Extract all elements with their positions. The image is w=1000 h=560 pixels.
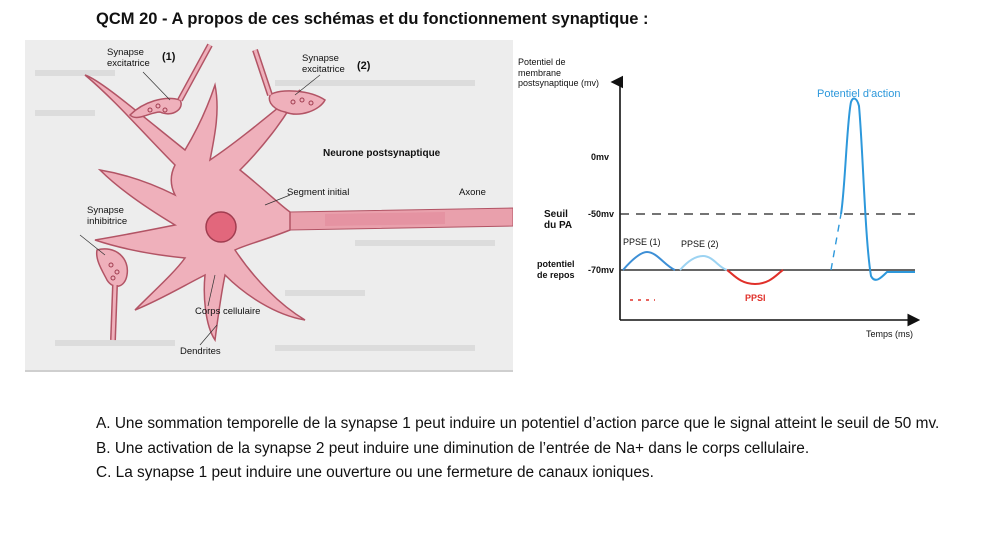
tick-0mv: 0mv [591, 152, 610, 162]
question-title: QCM 20 - A propos de ces schémas et du fonctionnement synaptique : [96, 10, 649, 28]
ppse-1-curve [623, 252, 675, 270]
label-synapse-inhibitrice: Synapse inhibitrice [87, 205, 128, 227]
ppse-1-label: PPSE (1) [623, 237, 661, 247]
action-potential-label: Potentiel d'action [817, 88, 901, 100]
seuil-label: Seuil du PA [544, 209, 573, 231]
option-a: A. Une sommation temporelle de la synapse 1 peut induire un potentiel d’action parce que le signal atteint le seuil de 50 mv. [96, 415, 940, 432]
label-segment-initial: Segment initial [287, 187, 350, 198]
label-synapse-number-2: (2) [357, 60, 371, 72]
label-synapse-excitatrice-2: Synapse excitatrice [302, 53, 345, 75]
ppse-2-label: PPSE (2) [681, 239, 719, 249]
option-b: B. Une activation de la synapse 2 peut induire une diminution de l’entrée de Na+ dans le corps cellulaire. [96, 439, 810, 457]
membrane-potential-graph [515, 40, 925, 350]
label-neurone-postsynaptique: Neurone postsynaptique [323, 148, 441, 159]
option-c: C. La synapse 1 peut induire une ouverture ou une fermeture de canaux ioniques. [96, 464, 654, 482]
tick-minus-50mv: -50mv [588, 209, 615, 219]
label-dendrites: Dendrites [180, 346, 221, 357]
neuron-diagram [25, 40, 513, 370]
label-synapse-excitatrice-1: Synapse excitatrice [107, 47, 150, 69]
x-axis-label: Temps (ms) [866, 329, 913, 339]
ppse-2-curve [680, 256, 727, 270]
question-options [96, 412, 956, 486]
label-synapse-number-1: (1) [162, 51, 176, 63]
ppsi-label: PPSI [745, 293, 766, 303]
repos-label: potentiel de repos [537, 259, 575, 280]
ap-rise-dashed [831, 214, 841, 270]
label-axone: Axone [459, 187, 486, 198]
ppsi-curve [727, 270, 783, 284]
y-axis-label: Potentiel de membrane postsynaptique (mv) [518, 57, 600, 88]
label-corps-cellulaire: Corps cellulaire [195, 306, 261, 317]
tick-minus-70mv: -70mv [588, 265, 615, 275]
action-potential-curve [841, 99, 915, 280]
diagram-bottom-border [25, 370, 513, 372]
